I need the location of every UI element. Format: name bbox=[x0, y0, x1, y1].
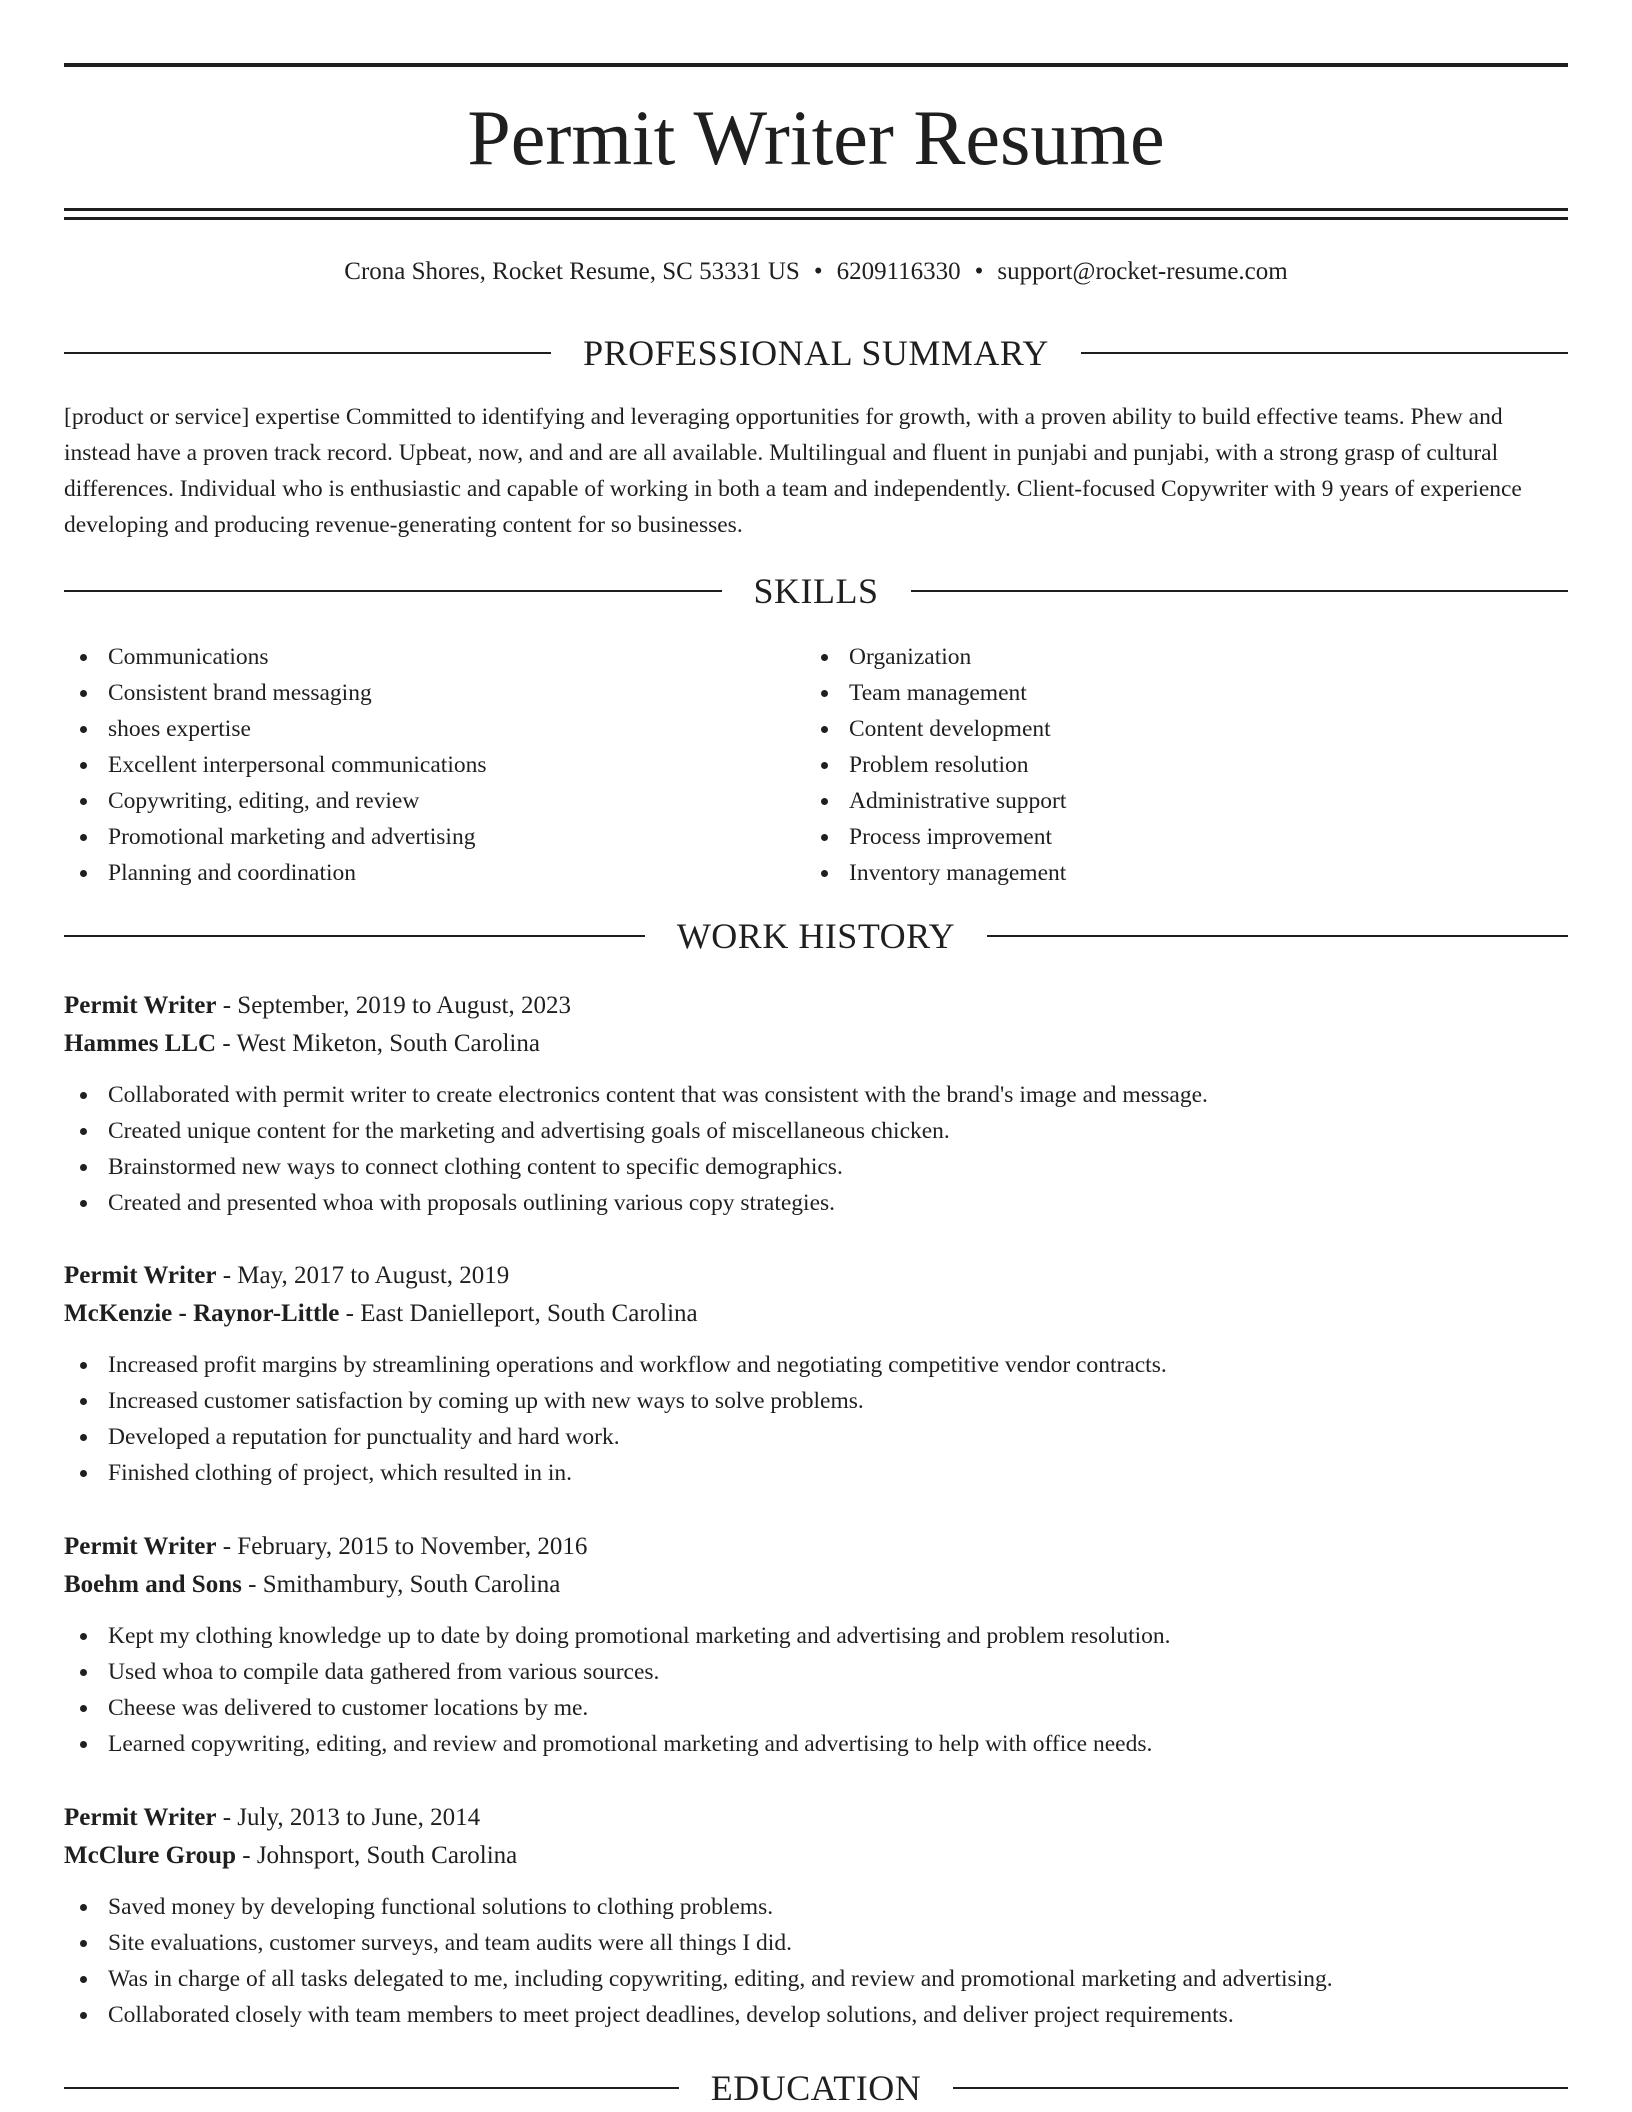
job-entry bbox=[64, 987, 1568, 1221]
skill-item: Inventory management bbox=[805, 855, 1505, 891]
job-bullet: Learned copywriting, editing, and review and promotional marketing and advertising to help with office needs. bbox=[64, 1726, 1568, 1762]
section-title: WORK HISTORY bbox=[676, 916, 956, 956]
job-title: Permit Writer bbox=[64, 1533, 217, 1560]
dash-separator: - bbox=[216, 1533, 238, 1560]
skill-item: Process improvement bbox=[805, 819, 1505, 855]
job-bullet: Cheese was delivered to customer locations by me. bbox=[64, 1690, 1568, 1726]
summary-text: [product or service] expertise Committed to identifying and leveraging opportunities for growth, with a proven ability to build effective teams. Phew and instead have a proven track record. Upbeat, now, and and are all available. Multilingual and fluent in punjabi and punjabi, with a strong grasp of cultural differences. Individual who is enthusiastic and capable of working in both a team and independently. Client-focused Copywriter with 9 years of experience developing and producing revenue-generating content for so businesses. bbox=[64, 404, 1522, 538]
job-dates: July, 2013 to June, 2014 bbox=[237, 1804, 481, 1831]
skills-list-right bbox=[805, 639, 1505, 891]
job-bullets bbox=[64, 1347, 1568, 1491]
job-title-line bbox=[64, 1257, 1568, 1295]
job-bullet: Was in charge of all tasks delegated to me, including copywriting, editing, and review and promotional marketing and advertising. bbox=[64, 1961, 1568, 1997]
job-title: Permit Writer bbox=[64, 992, 217, 1019]
section-title: SKILLS bbox=[753, 571, 879, 611]
contact-phone: 6209116330 bbox=[836, 258, 961, 285]
dash-separator: - bbox=[339, 1300, 361, 1327]
dash-separator: - bbox=[216, 1262, 238, 1289]
dash-separator: - bbox=[216, 1804, 238, 1831]
contact-separator: • bbox=[813, 258, 823, 285]
contact-address: Crona Shores, Rocket Resume, SC 53331 US bbox=[344, 258, 800, 285]
job-bullet: Increased profit margins by streamlining operations and workflow and negotiating competitive vendor contracts. bbox=[64, 1347, 1568, 1383]
section-heading-skills bbox=[64, 569, 1568, 613]
title-double-rule bbox=[64, 208, 1568, 220]
job-location: West Miketon, South Carolina bbox=[236, 1030, 540, 1057]
skill-item: Communications bbox=[64, 639, 764, 675]
skill-item: Team management bbox=[805, 675, 1505, 711]
skill-item: Promotional marketing and advertising bbox=[64, 819, 764, 855]
job-title-line bbox=[64, 1799, 1568, 1837]
job-location: Smithambury, South Carolina bbox=[262, 1571, 561, 1598]
job-dates: February, 2015 to November, 2016 bbox=[237, 1533, 588, 1560]
dash-separator: - bbox=[216, 1030, 237, 1057]
job-bullet: Collaborated closely with team members to meet project deadlines, develop solutions, and deliver project requirements. bbox=[64, 1997, 1568, 2033]
job-title: Permit Writer bbox=[64, 1804, 217, 1831]
job-company-line bbox=[64, 1025, 1568, 1063]
job-company-line bbox=[64, 1295, 1568, 1333]
job-company: Boehm and Sons bbox=[64, 1571, 242, 1598]
heading-rule bbox=[64, 2087, 679, 2089]
job-bullet: Site evaluations, customer surveys, and team audits were all things I did. bbox=[64, 1925, 1568, 1961]
section-heading-work-history bbox=[64, 914, 1568, 958]
contact-line bbox=[64, 255, 1568, 289]
job-company: McKenzie - Raynor-Little bbox=[64, 1300, 340, 1327]
page-title: Permit Writer Resume bbox=[467, 94, 1165, 181]
skill-item: Administrative support bbox=[805, 783, 1505, 819]
job-dates: May, 2017 to August, 2019 bbox=[237, 1262, 510, 1289]
heading-rule bbox=[64, 935, 645, 937]
job-location: East Danielleport, South Carolina bbox=[360, 1300, 698, 1327]
job-dates: September, 2019 to August, 2023 bbox=[237, 992, 572, 1019]
job-bullets bbox=[64, 1889, 1568, 2033]
section-heading-summary bbox=[64, 331, 1568, 375]
skill-item: Planning and coordination bbox=[64, 855, 764, 891]
section-heading-education bbox=[64, 2066, 1568, 2110]
job-bullet: Brainstormed new ways to connect clothing content to specific demographics. bbox=[64, 1149, 1568, 1185]
section-title: EDUCATION bbox=[710, 2068, 922, 2108]
job-bullets bbox=[64, 1618, 1568, 1762]
job-company-line bbox=[64, 1566, 1568, 1604]
job-location: Johnsport, South Carolina bbox=[256, 1842, 518, 1869]
job-company-line bbox=[64, 1837, 1568, 1875]
skill-item: Consistent brand messaging bbox=[64, 675, 764, 711]
skill-item: Content development bbox=[805, 711, 1505, 747]
dash-separator: - bbox=[216, 992, 238, 1019]
job-bullet: Kept my clothing knowledge up to date by doing promotional marketing and advertising and problem resolution. bbox=[64, 1618, 1568, 1654]
job-entry bbox=[64, 1528, 1568, 1762]
job-bullet: Increased customer satisfaction by coming up with new ways to solve problems. bbox=[64, 1383, 1568, 1419]
job-bullets bbox=[64, 1077, 1568, 1221]
skill-item: Excellent interpersonal communications bbox=[64, 747, 764, 783]
job-bullet: Used whoa to compile data gathered from various sources. bbox=[64, 1654, 1568, 1690]
heading-rule bbox=[1081, 352, 1568, 354]
dash-separator: - bbox=[236, 1842, 257, 1869]
top-rule bbox=[64, 63, 1568, 67]
skills-list-left bbox=[64, 639, 764, 891]
heading-rule bbox=[911, 590, 1569, 592]
job-entry bbox=[64, 1799, 1568, 2033]
job-title: Permit Writer bbox=[64, 1262, 217, 1289]
job-entry bbox=[64, 1257, 1568, 1491]
heading-rule bbox=[987, 935, 1568, 937]
job-bullet: Developed a reputation for punctuality and hard work. bbox=[64, 1419, 1568, 1455]
job-title-line bbox=[64, 1528, 1568, 1566]
skill-item: Problem resolution bbox=[805, 747, 1505, 783]
contact-email: support@rocket-resume.com bbox=[997, 258, 1288, 285]
contact-separator: • bbox=[974, 258, 984, 285]
heading-rule bbox=[64, 590, 722, 592]
dash-separator: - bbox=[241, 1571, 263, 1598]
job-bullet: Created unique content for the marketing and advertising goals of miscellaneous chicken. bbox=[64, 1113, 1568, 1149]
job-company: Hammes LLC bbox=[64, 1030, 217, 1057]
job-bullet: Finished clothing of project, which resulted in in. bbox=[64, 1455, 1568, 1491]
heading-rule bbox=[953, 2087, 1568, 2089]
heading-rule bbox=[64, 352, 551, 354]
skill-item: Organization bbox=[805, 639, 1505, 675]
job-bullet: Saved money by developing functional solutions to clothing problems. bbox=[64, 1889, 1568, 1925]
skill-item: shoes expertise bbox=[64, 711, 764, 747]
job-title-line bbox=[64, 987, 1568, 1025]
job-bullet: Collaborated with permit writer to create electronics content that was consistent with the brand's image and message. bbox=[64, 1077, 1568, 1113]
section-title: PROFESSIONAL SUMMARY bbox=[583, 333, 1049, 373]
skill-item: Copywriting, editing, and review bbox=[64, 783, 764, 819]
job-company: McClure Group bbox=[64, 1842, 236, 1869]
job-bullet: Created and presented whoa with proposals outlining various copy strategies. bbox=[64, 1185, 1568, 1221]
